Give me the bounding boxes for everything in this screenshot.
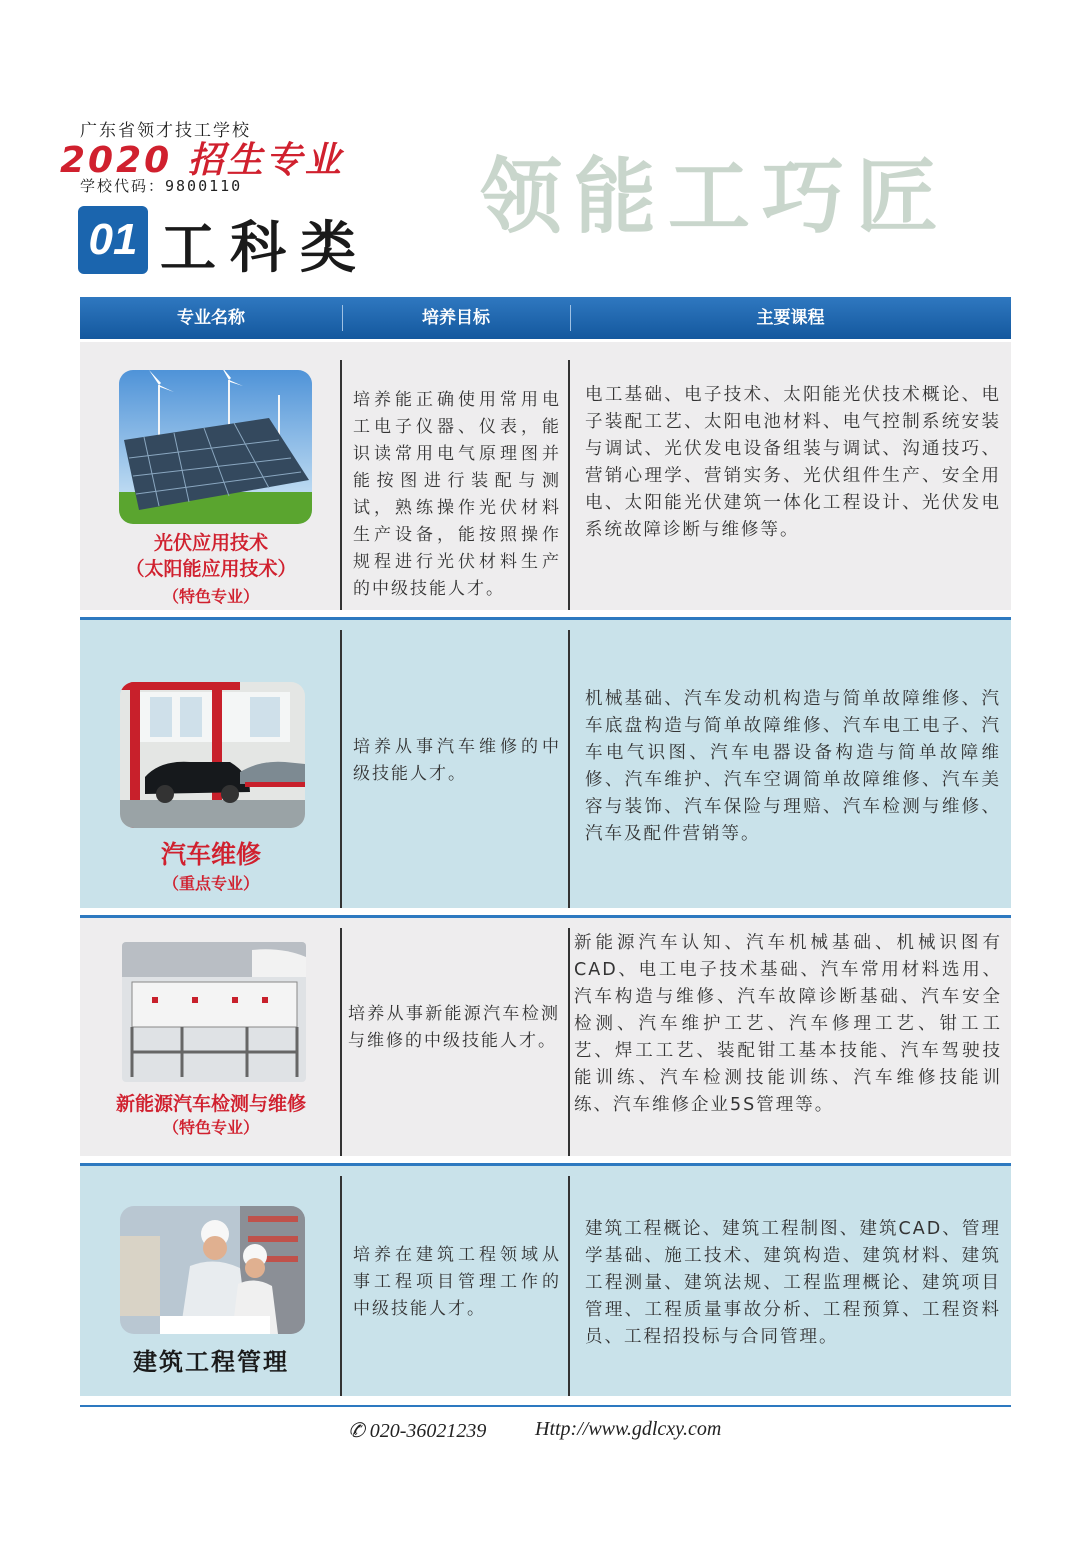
- header-major-name: 专业名称: [177, 308, 245, 328]
- column-divider: [568, 630, 570, 908]
- school-code: 学校代码：9800110: [80, 177, 243, 195]
- training-goal: 培养从事汽车维修的中级技能人才。: [353, 737, 561, 784]
- table-row: [80, 1166, 1011, 1396]
- major-name: 光伏应用技术: [153, 532, 268, 554]
- main-courses: 新能源汽车认知、汽车机械基础、机械识图有CAD、电工电子技术基础、汽车常用材料选用、汽车构造与维修、汽车故障诊断基础、汽车安全检测、汽车维护工艺、汽车修理工艺、钳工工艺、焊工工艺、装配钳工基本技能、汽车驾驶技能训练、汽车检测技能训练、汽车维修技能训练、汽车维修企业5S管理等。: [574, 933, 1002, 1115]
- major-name: 建筑工程管理: [133, 1348, 289, 1376]
- category-title: 工科类: [160, 215, 370, 281]
- row-divider: [80, 617, 1011, 620]
- column-divider: [568, 928, 570, 1156]
- category-number: 01: [78, 206, 148, 274]
- header-goal: 培养目标: [422, 308, 490, 328]
- table-bottom-rule: [80, 1405, 1011, 1407]
- training-goal: 培养从事新能源汽车检测与维修的中级技能人才。: [348, 1004, 560, 1051]
- major-name: 汽车维修: [160, 840, 261, 869]
- slogan: 领能工巧匠: [480, 149, 951, 245]
- table-row: [80, 918, 1011, 1156]
- major-tag: （重点专业）: [162, 874, 259, 893]
- table-row: [80, 342, 1011, 610]
- major-name: 新能源汽车检测与维修: [115, 1093, 306, 1115]
- headline: 2020 招生专业: [60, 140, 344, 181]
- footer-phone: ✆ 020-36021239: [348, 1420, 487, 1442]
- training-goal: 培养能正确使用常用电工电子仪器、仪表，能识读常用电气原理图并能按图进行装配与测试，熟练操作光伏材料生产设备，能按照操作规程进行光伏材料生产的中级技能人才。: [353, 390, 561, 599]
- main-courses: 建筑工程概论、建筑工程制图、建筑CAD、管理学基础、施工技术、建筑构造、建筑材料、建筑工程测量、建筑法规、工程监理概论、建筑项目管理、工程质量事故分析、工程预算、工程资料员、工程招投标与合同管理。: [585, 1219, 1001, 1347]
- main-courses: 机械基础、汽车发动机构造与简单故障维修、汽车底盘构造与简单故障维修、汽车电工电子、汽车电气识图、汽车电器设备构造与简单故障维修、汽车维护、汽车空调简单故障维修、汽车美容与装饰、汽车保险与理赔、汽车检测与维修、汽车及配件营销等。: [585, 689, 1001, 844]
- column-divider: [568, 1176, 570, 1396]
- major-tag: （特色专业）: [162, 1118, 259, 1137]
- column-divider: [568, 360, 570, 610]
- construction-engineers-image: [120, 1206, 305, 1334]
- footer-website[interactable]: Http://www.gdlcxy.com: [535, 1418, 722, 1440]
- car-workshop-image: [120, 682, 305, 828]
- row-divider: [80, 1163, 1011, 1166]
- major-name-sub: （太阳能应用技术）: [125, 558, 297, 580]
- table-row: [80, 620, 1011, 908]
- solar-panel-image: [119, 370, 312, 524]
- training-goal: 培养在建筑工程领域从事工程项目管理工作的中级技能人才。: [353, 1245, 561, 1319]
- school-name: 广东省领才技工学校: [80, 121, 251, 141]
- main-courses: 电工基础、电子技术、太阳能光伏技术概论、电子装配工艺、太阳电池材料、电气控制系统安装与调试、光伏发电设备组装与调试、沟通技巧、营销心理学、营销实务、光伏组件生产、安全用电、太阳能光伏建筑一体化工程设计、光伏发电系统故障诊断与维修等。: [585, 385, 1001, 540]
- major-tag: （特色专业）: [162, 587, 259, 606]
- header-courses: 主要课程: [756, 308, 825, 328]
- table-header: [80, 297, 1011, 339]
- ev-trainer-image: [122, 942, 306, 1082]
- row-divider: [80, 915, 1011, 918]
